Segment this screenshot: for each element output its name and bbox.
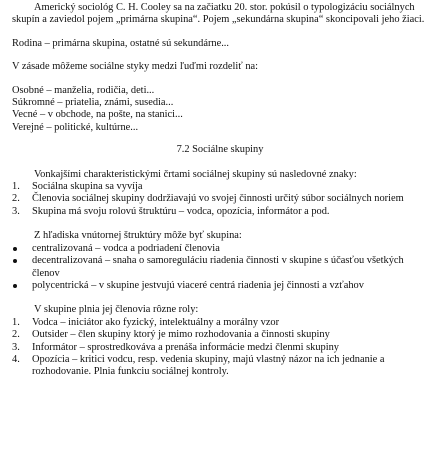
contact-line: Súkromné – priatelia, známi, susedia... (12, 97, 174, 109)
list-item-text: Sociálna skupina sa vyvíja (32, 181, 143, 193)
list-item-text: decentralizovaná – snaha o samoreguláciu riadenia činnosti v skupine s účasťou všetkých členov (32, 255, 404, 279)
structure-intro: Z hľadiska vnútornej štruktúry môže byť skupina: (34, 230, 242, 242)
list-item-text: polycentrická – v skupine jestvujú viaceré centrá riadenia jej činnosti a vzťahov (32, 279, 364, 291)
bullet-icon (13, 284, 17, 288)
contact-line: Verejné – politické, kultúrne... (12, 121, 139, 133)
bullet-icon (13, 259, 17, 263)
list-number: 3. (12, 205, 20, 217)
list-item-text: Outsider – člen skupiny ktorý je mimo rozhodovania a činnosti skupiny (32, 329, 330, 341)
list-item-text: Členovia sociálnej skupiny dodržiavajú vo svojej činnosti určitý súbor sociálnych noriem (32, 193, 404, 205)
list-item-text: Skupina má svoju rolovú štruktúru – vodca, opozícia, informátor a pod. (32, 205, 330, 217)
contact-line: Vecné – v obchode, na pošte, na stanici... (12, 109, 183, 121)
list-number: 4. (12, 353, 20, 365)
list-item-text: Informátor – sprostredkováva a prenáša informácie medzi členmi skupiny (32, 341, 339, 353)
list-item (12, 342, 428, 354)
roles-list (12, 317, 428, 379)
list-item (12, 329, 428, 341)
bullet-icon (13, 247, 17, 251)
section-heading: 7.2 Sociálne skupiny (176, 144, 264, 156)
list-item-text: Vodca – iniciátor ako fyzický, intelektuálny a morálny vzor (32, 316, 280, 328)
list-item (12, 317, 428, 329)
bullet-marker (12, 255, 32, 267)
list-item (12, 354, 428, 379)
list-item-text: centralizovaná – vodca a podriadení členovia (32, 242, 220, 254)
list-number: 2. (12, 193, 20, 205)
list-item (12, 181, 428, 193)
list-number: 1. (12, 181, 20, 193)
list-number: 3. (12, 341, 20, 353)
list-item (12, 243, 428, 255)
list-item-text: Opozícia – kritici vodcu, resp. vedenia skupiny, majú vlastný názor na ich jednanie a rozhodovanie. Plnia funkciu sociálnej kontroly. (32, 353, 385, 378)
contacts-list (12, 85, 428, 135)
list-item (12, 193, 428, 205)
list-item (12, 255, 428, 280)
contacts-intro: V zásade môžeme sociálne styky medzi ľuďmi rozdeliť na: (12, 61, 259, 73)
contact-line: Osobné – manželia, rodičia, deti... (12, 84, 155, 96)
bullet-marker (12, 243, 32, 255)
structure-list (12, 243, 428, 293)
traits-list (12, 181, 428, 218)
bullet-marker (12, 280, 32, 292)
list-item (12, 206, 428, 218)
family-paragraph: Rodina – primárna skupina, ostatné sú sekundárne... (12, 37, 230, 49)
traits-intro: Vonkajšími charakteristickými črtami sociálnej skupiny sú nasledovné znaky: (34, 168, 357, 180)
list-item (12, 280, 428, 292)
roles-intro: V skupine plnia jej členovia rôzne roly: (34, 304, 199, 316)
intro-paragraph: Americký sociológ C. H. Cooley sa na začiatku 20. stor. pokúsil o typologizáciu sociálnych skupín a zaviedol pojem „primárna skupina“. Pojem „sekundárna skupina“ skoncipovali jeho žiaci. (12, 2, 425, 26)
list-number: 1. (12, 316, 20, 328)
list-number: 2. (12, 329, 20, 341)
